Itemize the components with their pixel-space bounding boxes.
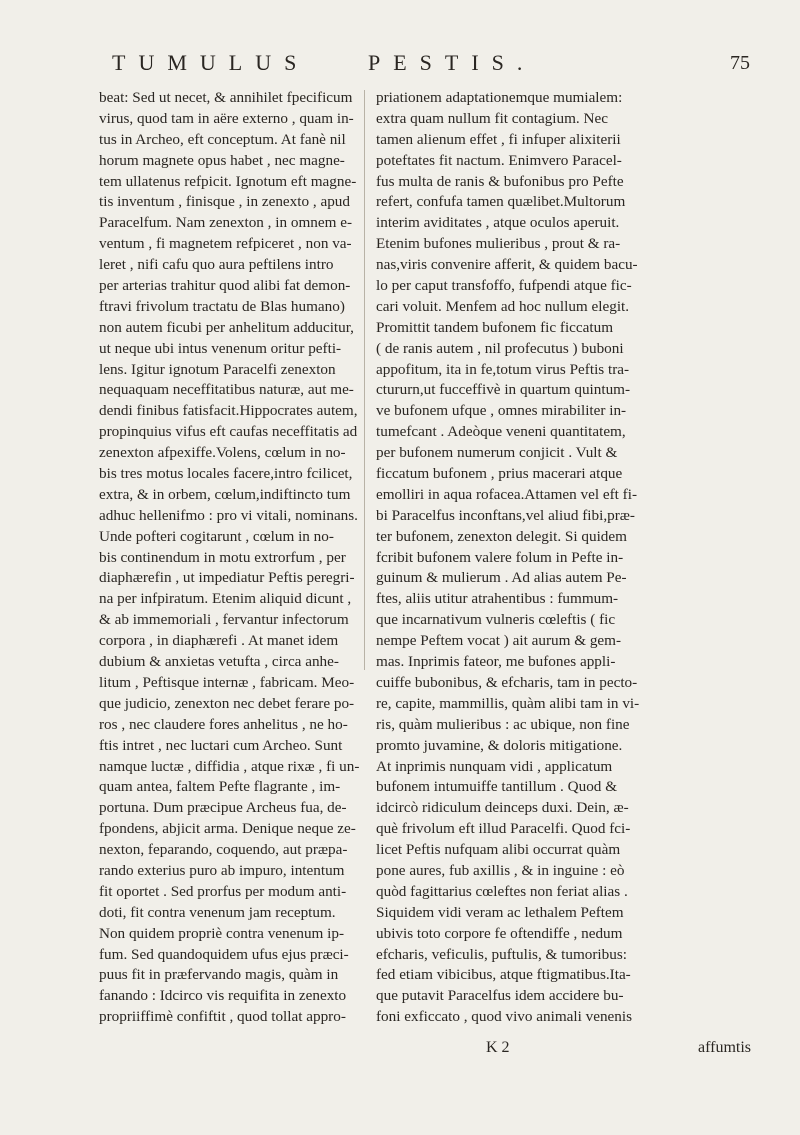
text-line: promto juvamine, & doloris mitigatione.	[376, 736, 623, 754]
text-line: puus fit in præfervando magis, quàm in	[99, 966, 339, 984]
text-line: dubium & anxietas vetufta , circa anhe-	[99, 653, 339, 671]
text-line: fanando : Idcirco vis requifita in zenexto	[99, 987, 347, 1005]
page-footer	[376, 1039, 751, 1063]
running-head	[100, 50, 750, 86]
text-line: mas. Inprimis fateor, me bufones appli-	[376, 653, 616, 671]
text-line: que putavit Paracelfus idem accidere bu-	[376, 987, 624, 1005]
text-line: Unde pofteri cogitarunt , cœlum in no-	[99, 527, 334, 545]
text-line: adhuc hellenifmo : pro vi vitali, nominans.	[99, 506, 358, 524]
right-text-column	[376, 88, 751, 1028]
text-line: cuiffe bubonibus, & efcharis, tam in pecto-	[376, 673, 638, 691]
running-head-right: PESTIS.	[368, 50, 536, 75]
text-line: ftes, aliis utitur atrahentibus : fummum-	[376, 590, 619, 608]
signature-mark: K 2	[486, 1039, 510, 1056]
text-line: quam antea, faltem Pefte flagrante , im-	[99, 778, 341, 796]
text-line: bis tres motus locales facere,intro fcilicet,	[99, 465, 353, 483]
text-line: que judicio, zenexton nec debet ferare po-	[99, 694, 355, 712]
text-line: ve bufonem ufque , omnes mirabiliter in-	[376, 402, 627, 420]
text-line: propinquius vifus eft caufas neceffitatis ad	[99, 423, 358, 441]
text-line: tis inventum , finisque , in zenexto , apud	[99, 193, 350, 211]
page-number: 75	[730, 52, 750, 74]
text-line: Etenim bufones mulieribus , prout & ra-	[376, 235, 621, 253]
text-line: leret , nifi cafu quo aura peftilens intro	[99, 256, 334, 274]
text-line: per bufonem numerum conjicit . Vult &	[376, 444, 618, 462]
text-line: licet Peftis nufquam alibi occurrat quàm	[376, 841, 621, 859]
text-line: ( de ranis autem , nil profecutus ) buboni	[376, 339, 624, 357]
text-line: nequaquam neceffitatibus naturæ, aut me-	[99, 381, 354, 399]
text-line: & ab immemoriali , fervantur infectorum	[99, 611, 349, 629]
text-line: non autem ficubi per anhelitum adducitur,	[99, 318, 354, 336]
text-line: extra quam nullum fit contagium. Nec	[376, 109, 608, 127]
text-line: fus multa de ranis & bufonibus pro Pefte	[376, 172, 624, 190]
column-divider	[364, 90, 365, 670]
text-line: ftravi frivolum tractatu de Blas humano)	[99, 297, 345, 315]
text-line: horum magnete opus habet , nec magne-	[99, 151, 345, 169]
text-line: bufonem intumuiffe tantillum . Quod &	[376, 778, 618, 796]
text-line: emolliri in aqua rofacea.Attamen vel eft fi-	[376, 485, 638, 503]
text-line: interim aviditates , atque oculos aperuit.	[376, 214, 620, 232]
text-line: corpora , in diaphærefi . At manet idem	[99, 632, 339, 650]
text-line: re, capite, mammillis, quàm alibi tam in vi-	[376, 694, 640, 712]
text-line: foni exficcato , quod vivo animali venenis	[376, 1008, 633, 1026]
text-line: ficcatum bufonem , prius macerari atque	[376, 465, 623, 483]
text-line: rando exterius puro ab impuro, intentum	[99, 861, 345, 879]
text-line: fit oportet . Sed prorfus per modum anti-	[99, 882, 347, 900]
text-line: extra, & in orbem, cœlum,indiftincto tum	[99, 485, 351, 503]
text-line: na per infpiratum. Etenim aliquid dicunt ,	[99, 590, 352, 608]
text-line: zenexton afpexiffe.Volens, cœlum in no-	[99, 444, 346, 462]
text-line: nas,viris convenire afferit, & quidem bacu-	[376, 256, 638, 274]
text-line: appofitum, ita in fe,totum virus Peftis tra-	[376, 360, 630, 378]
text-line: ter bufonem, zenexton delegit. Si quidem	[376, 527, 627, 545]
text-line: bi Paracelfus inconftans,vel aliud fibi,præ-	[376, 506, 635, 524]
text-line: Paracelfum. Nam zenexton , in omnem e-	[99, 214, 353, 232]
text-line: efcharis, veficulis, puftulis, & tumoribus:	[376, 945, 627, 963]
text-line: doti, fit contra venenum jam receptum.	[99, 903, 336, 921]
text-line: tem ullatenus refpicit. Ignotum eft magne-	[99, 172, 357, 190]
text-line: propriiffimè confiftit , quod tollat appro-	[99, 1008, 346, 1026]
text-line: ubivis toto corpore fe oftendiffe , nedum	[376, 924, 623, 942]
text-line: ventum , fi magnetem refpiceret , non va-	[99, 235, 352, 253]
text-line: refert, confufa tamen quælibet.Multorum	[376, 193, 626, 211]
running-head-left: TUMULUS	[112, 50, 310, 75]
text-line: lens. Igitur ignotum Paracelfi zenexton	[99, 360, 336, 378]
text-line: quòd fagittarius cœleftes non feriat alias .	[376, 882, 628, 900]
text-line: namque luctæ , diffidia , atque rixæ , fi un-	[99, 757, 360, 775]
text-line: fcribit bufonem valere folum in Pefte in-	[376, 548, 624, 566]
text-line: At inprimis nunquam vidi , applicatum	[376, 757, 613, 775]
text-line: beat: Sed ut necet, & annihilet fpecificum	[99, 89, 353, 106]
text-line: nempe Peftem vocat ) ait aurum & gem-	[376, 632, 622, 650]
text-line: lo per caput transfoffo, fufpendi atque fic-	[376, 277, 632, 295]
text-line: per arterias trahitur quod alibi fat demon-	[99, 277, 351, 295]
text-line: ftis intret , nec luctari cum Archeo. Sunt	[99, 736, 343, 754]
text-line: portuna. Dum præcipue Archeus fua, de-	[99, 799, 347, 817]
catchword: affumtis	[697, 1039, 751, 1056]
text-line: què frivolum eft illud Paracelfi. Quod fci-	[376, 820, 631, 838]
text-line: cari voluit. Menfem ad hoc nullum elegit.	[376, 297, 630, 315]
text-line: priationem adaptationemque mumialem:	[376, 89, 623, 106]
text-line: que incarnativum vulneris cœleftis ( fic	[376, 611, 616, 629]
text-line: idcircò ridiculum deinceps duxi. Dein, æ-	[376, 799, 629, 817]
text-line: poteftates fit nactum. Enimvero Paracel-	[376, 151, 622, 169]
text-line: virus, quod tam in aëre externo , quam in-	[99, 109, 354, 127]
text-line: Promittit tandem bufonem fic ficcatum	[376, 318, 614, 336]
text-line: ris, quàm mulieribus : ac ubique, non fine	[376, 715, 630, 733]
text-line: fed etiam vibicibus, atque ftigmatibus.Ita-	[376, 966, 631, 984]
text-line: pone aures, fub axillis , & in inguine : eò	[376, 861, 625, 879]
text-line: diaphærefin , ut impediatur Peftis peregri-	[99, 569, 355, 587]
text-line: bis continendum in motu extrorfum , per	[99, 548, 346, 566]
text-line: ctururn,ut fucceffivè in quartum quintum-	[376, 381, 631, 399]
text-line: dendi finibus fatisfacit.Hippocrates autem,	[99, 402, 358, 420]
text-line: guinum & mulierum . Ad alias autem Pe-	[376, 569, 627, 587]
text-line: litum , Peftisque internæ , fabricam. Meo-	[99, 673, 355, 691]
text-line: nexton, feparando, coquendo, aut præpa-	[99, 841, 348, 859]
text-line: fpondens, abjicit arma. Denique neque ze-	[99, 820, 356, 838]
text-line: ut neque ubi intus venenum oritur pefti-	[99, 339, 342, 357]
text-line: Non quidem propriè contra venenum ip-	[99, 924, 345, 942]
left-text-column	[99, 88, 374, 1028]
text-line: ros , nec claudere fores anhelitus , ne ho-	[99, 715, 348, 733]
text-line: fum. Sed quandoquidem ufus ejus præci-	[99, 945, 349, 963]
text-line: tumefcant . Adeòque veneni quantitatem,	[376, 423, 626, 441]
text-line: tus in Archeo, eft conceptum. At fanè nil	[99, 130, 346, 148]
text-line: tamen alienum effet , fi infuper alixiterii	[376, 130, 621, 148]
text-line: Siquidem vidi veram ac lethalem Peftem	[376, 903, 624, 921]
